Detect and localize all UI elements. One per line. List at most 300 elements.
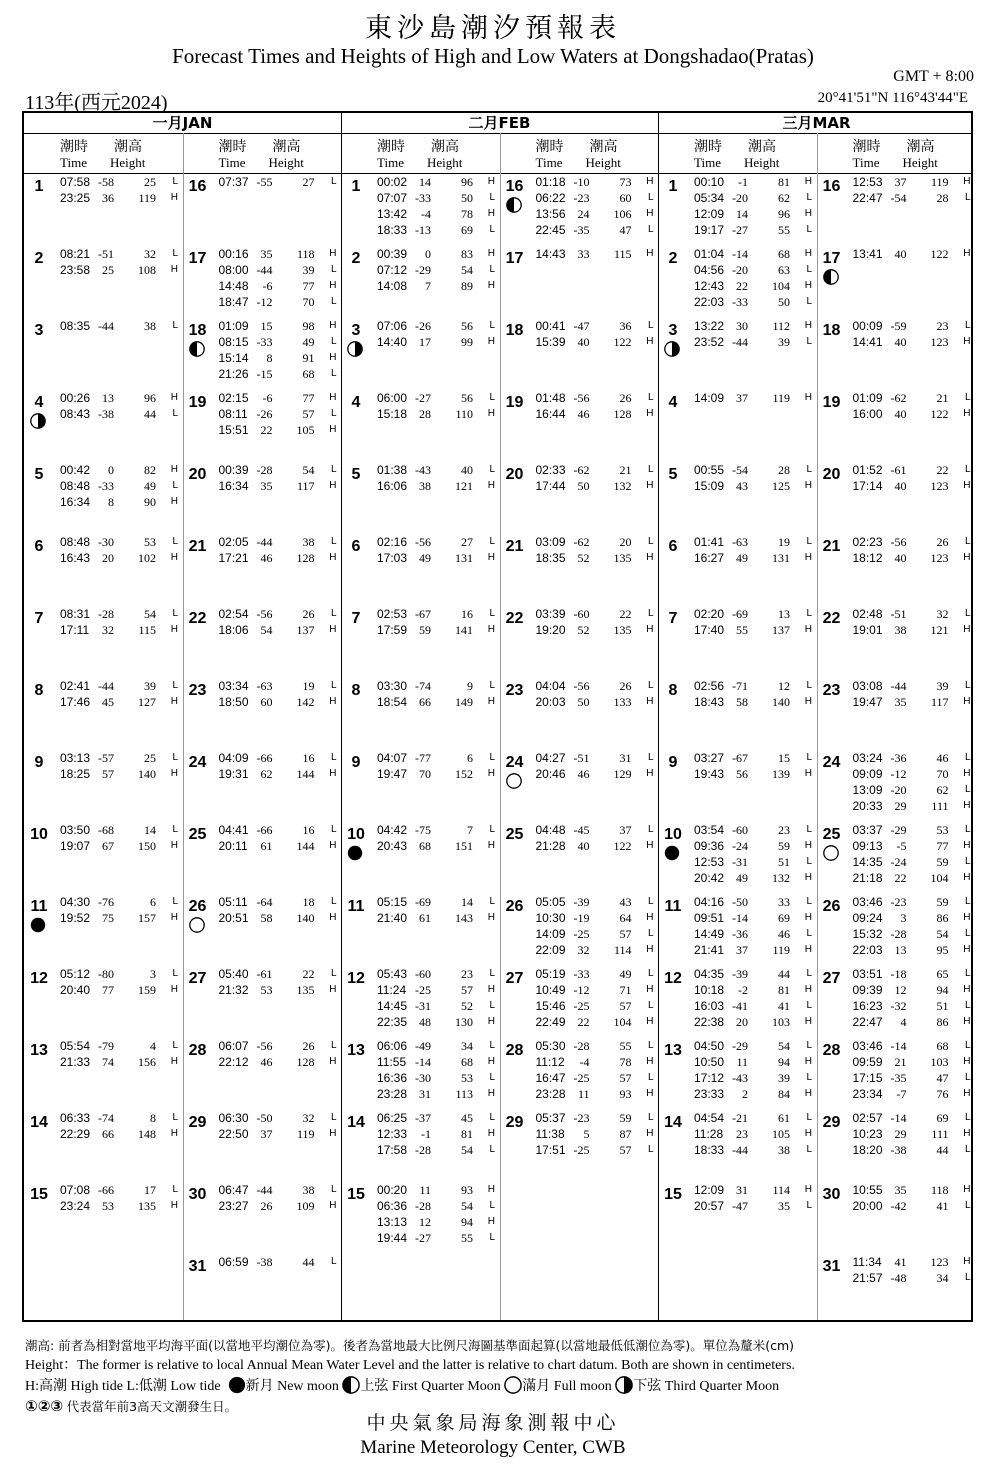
height-chart-datum: 135 [138,1199,156,1213]
tide-type: L [489,968,495,979]
tide-entry [536,462,658,478]
height-msl: 48 [419,1015,431,1029]
tide-entry [377,534,499,550]
tide-time: 01:04 [694,247,725,261]
tide-entry [853,998,975,1014]
tide-entry [377,262,499,278]
height-msl: -56 [890,535,907,549]
tide-type: H [170,624,178,635]
day-number: 4 [668,394,678,411]
tide-entry [536,1070,658,1086]
first-quarter-moon-icon [342,1376,360,1394]
height-msl: 41 [894,1255,907,1269]
tide-time: 17:59 [377,623,408,637]
height-msl: 46 [260,1055,273,1069]
full-moon-icon [189,917,205,933]
tide-entry [853,1142,975,1158]
tide-entry [219,262,341,278]
tide-entry [536,478,658,494]
tide-time: 16:06 [377,479,408,493]
day-cell [500,605,658,677]
height-msl: -79 [98,1039,114,1053]
tide-time: 12:43 [694,279,725,293]
tide-time: 02:54 [218,607,249,621]
tide-entry [694,1126,816,1142]
tide-time: 16:34 [218,479,249,493]
height-chart-datum: 57 [619,927,632,941]
tide-entry [694,838,816,854]
height-msl: -33 [573,967,590,981]
tide-entry [377,750,499,766]
height-chart-datum: 26 [302,1039,315,1053]
day-cell [500,893,658,965]
height-chart-datum: 149 [455,695,473,709]
height-chart-datum: 16 [302,823,315,837]
height-chart-datum: 123 [930,551,949,565]
height-chart-datum: 7 [467,823,473,837]
height-chart-datum: 123 [930,1255,949,1269]
height-chart-datum: 135 [613,623,632,637]
height-msl: 66 [102,1127,114,1141]
tide-entry [853,550,975,566]
tide-time: 18:12 [852,551,883,565]
day-cell [341,821,499,893]
height-chart-datum: 104 [772,279,790,293]
tide-time: 23:33 [694,1087,725,1101]
height-chart-datum: 68 [778,247,790,261]
tide-time: 17:51 [535,1143,566,1157]
tide-entry [60,1182,182,1198]
tide-entry [60,1110,182,1126]
tide-entry [853,838,975,854]
tide-time: 14:09 [535,927,566,941]
tide-entry [536,190,658,206]
height-chart-datum: 13 [778,607,790,621]
height-msl: -55 [256,175,273,189]
height-msl: -25 [573,1071,590,1085]
tide-entry [694,246,816,262]
tide-entry [60,190,182,206]
tide-entry [536,1126,658,1142]
tide-time: 06:59 [218,1255,249,1269]
tide-entries [694,606,816,638]
height-msl: -12 [256,295,273,309]
tide-entry [219,350,341,366]
day-cell [817,677,975,749]
height-msl: -37 [415,1111,431,1125]
tide-time: 22:47 [852,1015,883,1029]
tide-type: L [806,1040,812,1051]
height-msl: -1 [421,1127,431,1141]
height-msl: 33 [577,247,590,261]
day-cell [24,533,182,605]
height-msl: -14 [732,911,748,925]
height-chart-datum: 49 [302,335,315,349]
tide-entries [60,1182,182,1214]
tide-entries [853,750,975,814]
height-chart-datum: 26 [936,535,949,549]
timezone-label: GMT + 8:00 [893,68,974,85]
tide-time: 04:16 [694,895,725,909]
day-number: 7 [351,610,361,627]
tide-time: 14:41 [852,335,883,349]
tide-type: H [329,1056,337,1067]
height-chart-datum: 95 [936,943,949,957]
day-cell [341,461,499,533]
tide-entries [219,1254,341,1270]
tide-time: 14:49 [694,927,725,941]
tide-time: 09:24 [852,911,883,925]
height-msl: -61 [890,463,907,477]
height-msl: -28 [415,1143,431,1157]
tide-entry [853,318,975,334]
day-number: 19 [822,394,841,411]
day-number: 10 [664,826,682,843]
tide-type: L [806,1200,812,1211]
tide-type: H [804,840,812,851]
tide-entries [377,894,499,926]
tide-time: 11:28 [694,1127,724,1141]
tide-entry [694,534,816,550]
day-cell [24,389,182,461]
tide-time: 01:09 [852,391,883,405]
tide-time: 20:00 [852,1199,883,1213]
day-number: 2 [351,250,361,267]
tide-type: L [489,752,495,763]
tide-type: H [804,696,812,707]
height-chart-datum: 89 [461,279,473,293]
tide-entry [853,478,975,494]
day-number: 20 [505,466,524,483]
tide-type: L [964,1112,971,1123]
tide-type: H [329,624,337,635]
height-chart-datum: 57 [619,999,632,1013]
day-number: 16 [822,178,841,195]
tide-time: 17:11 [60,623,90,637]
height-msl: 0 [425,247,431,261]
tide-type: H [329,392,337,403]
height-chart-datum: 18 [302,895,315,909]
tide-time: 00:16 [218,247,249,261]
height-chart-datum: 69 [936,1111,949,1125]
tide-entries [536,246,658,262]
day-number: 6 [668,538,678,555]
tide-entries [377,246,499,294]
tide-entry [536,822,658,838]
day-number: 18 [822,322,841,339]
day-cell [24,965,182,1037]
height-msl: 17 [419,335,431,349]
legend-tide: H:高潮 High tide L:低潮 Low tide [25,1379,221,1394]
tide-entry [536,766,658,782]
height-msl: -63 [256,679,273,693]
day-number: 25 [505,826,524,843]
tide-entries [219,750,341,782]
height-chart-datum: 141 [455,623,473,637]
tide-entries [377,822,499,854]
tide-type: L [806,224,812,235]
day-cell [658,173,816,245]
tide-time: 00:39 [218,463,249,477]
height-chart-datum: 34 [936,1271,949,1285]
tide-entry [377,1086,499,1102]
tide-entry [219,910,341,926]
tide-time: 00:42 [60,463,91,477]
height-msl: 22 [577,1015,590,1029]
tide-entries [219,174,341,190]
height-msl: -74 [415,679,431,693]
tide-time: 03:39 [535,607,566,621]
tide-entry [694,1198,816,1214]
height-header-zh: 潮高 [272,139,301,155]
tide-type: L [172,896,178,907]
height-msl: -60 [415,967,431,981]
tide-time: 17:46 [60,695,91,709]
tide-time: 08:48 [60,535,91,549]
tide-type: L [964,1272,971,1283]
tide-type: L [330,1256,337,1267]
tide-type: L [964,1144,971,1155]
height-msl: -56 [573,391,590,405]
day-number: 13 [30,1042,48,1059]
tide-entry [694,462,816,478]
tide-time: 22:49 [535,1015,566,1029]
height-msl: 30 [736,319,748,333]
height-msl: 11 [736,1055,748,1069]
day-cell [500,1109,658,1181]
tide-type: L [647,1144,654,1155]
tide-type: H [646,248,654,259]
tide-entry [377,1230,499,1246]
tide-entry [219,1126,341,1142]
tide-entries [60,1110,182,1142]
tide-entry [536,534,658,550]
tide-entry [219,1254,341,1270]
tide-time: 11:12 [535,1055,565,1069]
height-chart-datum: 140 [138,767,156,781]
height-chart-datum: 114 [772,1183,790,1197]
day-number: 1 [668,178,678,195]
tide-entries [219,606,341,638]
height-msl: 52 [577,623,590,637]
tide-entries [853,894,975,958]
tide-entries [853,174,975,206]
tide-type: H [804,1056,812,1067]
height-msl: -32 [890,999,907,1013]
day-number: 9 [34,754,44,771]
height-chart-datum: 62 [778,191,790,205]
height-chart-datum: 103 [772,1015,790,1029]
height-msl: 60 [260,695,273,709]
day-cell [500,749,658,821]
height-msl: -33 [732,295,748,309]
day-number: 22 [822,610,841,627]
height-msl: -60 [732,823,748,837]
height-chart-datum: 35 [778,1199,790,1213]
tide-entry [377,678,499,694]
height-chart-datum: 56 [461,391,473,405]
tide-entries [694,1182,816,1214]
height-chart-datum: 26 [302,607,315,621]
height-msl: 40 [894,479,907,493]
tide-entries [694,246,816,310]
day-number: 25 [188,826,207,843]
tide-entry [536,390,658,406]
tide-entries [536,606,658,638]
tide-type: H [804,320,812,331]
day-number: 7 [34,610,44,627]
height-msl: -25 [415,983,431,997]
height-chart-datum: 38 [302,535,315,549]
height-msl: 58 [736,695,748,709]
tide-entries [853,822,975,886]
tide-entry [694,1086,816,1102]
tide-time: 22:45 [535,223,566,237]
tide-type: L [964,608,971,619]
day-number: 13 [347,1042,365,1059]
tide-time: 01:38 [377,463,408,477]
column-header [183,135,341,173]
tide-type: H [804,1128,812,1139]
tide-type: L [964,928,971,939]
height-chart-datum: 119 [930,175,949,189]
tide-type: H [487,1088,495,1099]
height-chart-datum: 51 [778,855,790,869]
height-msl: -7 [896,1087,907,1101]
tide-entry [853,462,975,478]
tide-entry [377,894,499,910]
tide-entry [377,222,499,238]
tide-entries [536,1110,658,1158]
tide-time: 12:53 [694,855,725,869]
height-msl: -27 [415,391,431,405]
tide-entry [694,894,816,910]
height-msl: 22 [736,279,748,293]
day-number: 3 [34,322,44,339]
height-msl: -62 [573,535,590,549]
tide-type: H [963,1016,971,1027]
tide-type: L [806,680,812,691]
tide-entries [853,678,975,710]
tide-entry [377,1126,499,1142]
tide-entries [694,462,816,494]
tide-time: 09:09 [852,767,883,781]
tide-type: H [487,176,495,187]
height-chart-datum: 82 [144,463,156,477]
tide-entry [536,318,658,334]
tide-time: 22:03 [852,943,883,957]
tide-time: 00:41 [535,319,566,333]
tide-time: 06:22 [535,191,566,205]
tide-entry [60,966,182,982]
day-cell [817,317,975,389]
height-msl: 45 [102,695,114,709]
tide-type: L [172,536,178,547]
height-msl: -69 [415,895,431,909]
height-msl: 13 [894,943,907,957]
time-header-zh: 潮時 [60,139,88,155]
day-number: 16 [505,178,524,195]
day-number: 10 [347,826,365,843]
height-chart-datum: 111 [931,799,949,813]
tide-type: L [489,680,495,691]
tide-type: L [806,264,812,275]
tide-entry [219,462,341,478]
height-msl: -44 [256,535,273,549]
day-cell [341,1109,499,1181]
tide-type: L [330,296,337,307]
day-number: 29 [188,1114,207,1131]
tide-type: H [963,800,971,811]
tide-type: H [646,1128,654,1139]
time-header-en: Time [535,155,563,170]
tide-time: 17:15 [852,1071,883,1085]
height-msl: 21 [894,1055,907,1069]
tide-type: H [487,1128,495,1139]
height-msl: 46 [577,407,590,421]
tide-entry [60,982,182,998]
height-msl: -25 [573,1143,590,1157]
tide-entry [536,894,658,910]
tide-entry [377,1142,499,1158]
tide-entry [60,390,182,406]
tide-time: 16:23 [852,999,883,1013]
tide-entry [853,1254,975,1270]
height-header-en: Height [744,155,780,170]
day-cell [658,1181,816,1253]
height-msl: 14 [419,175,431,189]
tide-entries [377,1110,499,1158]
day-cell [341,245,499,317]
tide-entry [694,998,816,1014]
height-msl: -31 [732,855,748,869]
height-msl: -12 [573,983,590,997]
tide-entries [694,534,816,566]
tide-entry [853,926,975,942]
height-chart-datum: 131 [772,551,790,565]
height-chart-datum: 102 [138,551,156,565]
tide-time: 09:13 [852,839,883,853]
tide-entries [853,390,975,422]
tide-type: H [170,464,178,475]
height-msl: -38 [256,1255,273,1269]
tide-entry [694,278,816,294]
height-msl: 7 [425,279,431,293]
height-chart-datum: 122 [613,839,632,853]
day-number: 18 [188,322,207,339]
tide-time: 20:42 [694,871,725,885]
tide-time: 04:56 [694,263,725,277]
height-chart-datum: 69 [778,911,790,925]
tide-time: 08:43 [60,407,91,421]
tide-entries [694,318,816,350]
day-cell [183,533,341,605]
height-chart-datum: 69 [461,223,473,237]
tide-type: H [170,1200,178,1211]
tide-time: 21:33 [60,1055,91,1069]
height-chart-datum: 81 [778,983,790,997]
height-msl: -57 [98,751,114,765]
height-chart-datum: 31 [619,751,632,765]
height-msl: 40 [894,407,907,421]
height-chart-datum: 20 [619,535,632,549]
height-chart-datum: 128 [296,551,315,565]
tide-type: L [806,536,812,547]
tide-type: H [804,392,812,403]
height-chart-datum: 125 [772,479,790,493]
day-number: 7 [668,610,678,627]
day-number: 14 [30,1114,48,1131]
